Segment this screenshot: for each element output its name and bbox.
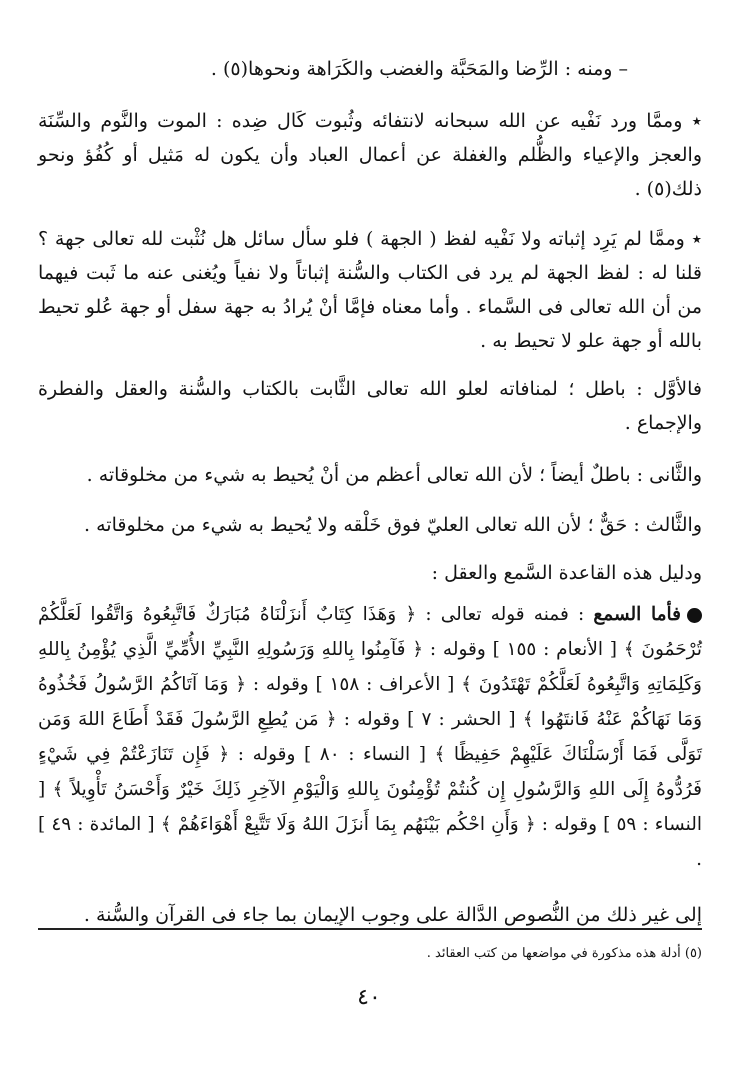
- paragraph-conclusion: إلى غير ذلك من النُّصوص الدَّالة على وجوب الإيمان بما جاء فى القرآن والسُّنة .: [83, 904, 702, 926]
- bullet-icon: [687, 608, 702, 623]
- paragraph-evidence-intro: ودليل هذه القاعدة السَّمع والعقل :: [431, 562, 702, 584]
- text-line-attributes: – ومنه : الرِّضا والمَحَبَّة والغضب والكَرَاهة ونحوها(٥) .: [210, 58, 628, 80]
- footnote: (٥) أدلة هذه مذكورة في مواضعها من كتب العقائد .: [426, 946, 702, 961]
- paragraph-scriptural-evidence: [38, 597, 702, 877]
- paragraph-second-case: والثَّانى : باطلٌ أيضاً ؛ لأن الله تعالى أعظم من أنْ يُحيط به شيء من مخلوقاته .: [86, 464, 702, 486]
- text-underline-divider: [38, 928, 702, 930]
- paragraph-scriptural-body: : فمنه قوله تعالى : ﴿ وَهَذَا كِتَابٌ أَنزَلْنَاهُ مُبَارَكٌ فَاتَّبِعُوهُ وَاتَّقُوا لَعَلَّكُمْ تُرْحَمُونَ ﴾ [ الأنعام : ١٥٥ ] وقوله : ﴿ فَآمِنُوا بِاللهِ وَرَسُولِهِ النَّبِيِّ الأُمِّيِّ الَّذِي يُؤْمِنُ بِاللهِ وَكَلِمَاتِهِ وَاتَّبِعُوهُ لَعَلَّكُمْ تَهْتَدُونَ ﴾ [ الأعراف : ١٥٨ ] وقوله : ﴿ وَمَا آتَاكُمُ الرَّسُولُ فَخُذُوهُ وَمَا نَهَاكُمْ عَنْهُ فَانتَهُوا ﴾ [ الحشر : ٧ ] وقوله : ﴿ مَن يُطِعِ الرَّسُولَ فَقَدْ أَطَاعَ اللهَ وَمَن تَوَلَّى فَمَا أَرْسَلْنَاكَ عَلَيْهِمْ حَفِيظًا ﴾ [ النساء : ٨٠ ] وقوله : ﴿ فَإِن تَنَازَعْتُمْ فِي شَيْءٍ فَرُدُّوهُ إِلَى اللهِ وَالرَّسُولِ إِن كُنتُمْ تُؤْمِنُونَ بِاللهِ وَالْيَوْمِ الآخِرِ ذَلِكَ خَيْرٌ وَأَحْسَنُ تَأْوِيلاً ﴾ [ النساء : ٥٩ ] وقوله : ﴿ وَأَنِ احْكُم بَيْنَهُم بِمَا أَنزَلَ اللهُ وَلَا تَتَّبِعْ أَهْوَاءَهُمْ ﴾ [ المائدة : ٤٩ ] .: [38, 604, 703, 870]
- paragraph-direction-question: ٭ وممَّا لم يَرِد إثباته ولا نَفْيه لفظ ( الجهة ) فلو سأل سائل هل نُثْبت لله تعالى جهة ؟ قلنا له : لفظ الجهة لم يرد فى الكتاب والسُّنة إثباتاً ولا نفياً ويُغنى عنه ما ثَبت فيهما من أن الله تعالى فى السَّماء . وأما معناه فإمَّا أنْ يُرادُ به جهة سفل أو جهة عُلو تحيط بالله أو جهة علو لا تحيط به .: [38, 228, 702, 352]
- paragraph-first-case: فالأوَّل : باطل ؛ لمنافاته لعلو الله تعالى الثَّابت بالكتاب والسُّنة والعقل والفطرة والإجماع .: [38, 378, 702, 434]
- paragraph-negated-attributes: ٭ وممَّا ورد نَفْيه عن الله سبحانه لانتفائه وثُبوت كَال ضِده : الموت والنَّوم والسِّنَة والعجز والإعياء والظُّلم والغفلة عن أعمال العباد وأن يكون له مَثيل أو كُفُؤ ونحو ذلك(٥) .: [38, 110, 702, 200]
- paragraph-third-case: والثَّالث : حَقٌّ ؛ لأن الله تعالى العليّ فوق خَلْقه ولا يُحيط به شيء من مخلوقاته .: [84, 514, 702, 536]
- page-number: ٤٠: [357, 985, 381, 1010]
- paragraph-lead-heading: فأما السمع: [593, 604, 681, 625]
